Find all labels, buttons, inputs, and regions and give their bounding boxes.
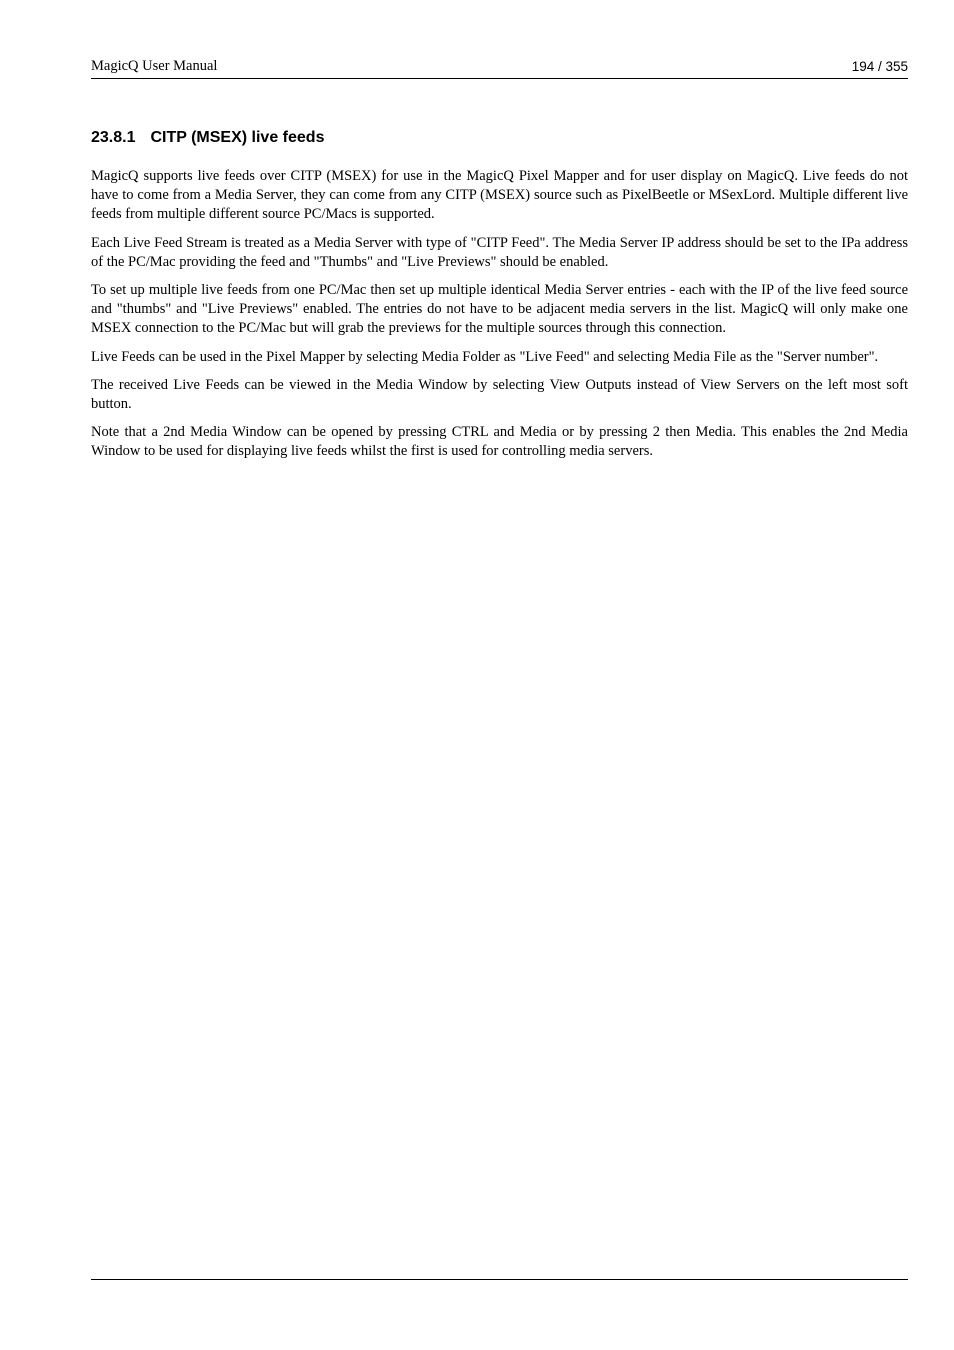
footer-divider: [91, 1279, 908, 1280]
paragraph-pixel-mapper: Live Feeds can be used in the Pixel Mapper by selecting Media Folder as "Live Feed" and selecting Media File as the "Server number".: [91, 348, 879, 365]
paragraph-multiple-feeds: To set up multiple live feeds from one PC/Mac then set up multiple identical Media Server entries - each with the IP of the live feed source and "thumbs" and "Live Previews" enabled. The entries do not have to be adjacent media servers in the list. MagicQ will only make one MSEX connection to the PC/Mac but will grab the previews for the multiple sources through this connection.: [91, 282, 908, 337]
paragraph-feed-stream: Each Live Feed Stream is treated as a Media Server with type of "CITP Feed". The Media Server IP address should be set to the IPa address of the PC/Mac providing the feed and "Thumbs" and "Live Previews" should be enabled.: [91, 234, 908, 270]
page-content: [91, 128, 908, 471]
page-number: 194 / 355: [851, 59, 908, 74]
page-header: [91, 58, 908, 79]
paragraph-intro: MagicQ supports live feeds over CITP (MSEX) for use in the MagicQ Pixel Mapper and for user display on MagicQ. Live feeds do not have to come from a Media Server, they can come from any CITP (MSEX) source such as PixelBeetle or MSexLord. Multiple different live feeds from multiple different source PC/Macs is supported.: [91, 168, 908, 223]
paragraph-media-window: The received Live Feeds can be viewed in the Media Window by selecting View Outputs instead of View Servers on the left most soft button.: [91, 376, 908, 413]
section-number: 23.8.1: [91, 129, 136, 146]
section-heading: [91, 128, 908, 148]
paragraph-second-window: Note that a 2nd Media Window can be opened by pressing CTRL and Media or by pressing 2 then Media. This enables the 2nd Media Window to be used for displaying live feeds whilst the first is used for controlling media servers.: [91, 424, 908, 460]
manual-title: MagicQ User Manual: [91, 58, 218, 74]
section-title: CITP (MSEX) live feeds: [150, 129, 325, 146]
